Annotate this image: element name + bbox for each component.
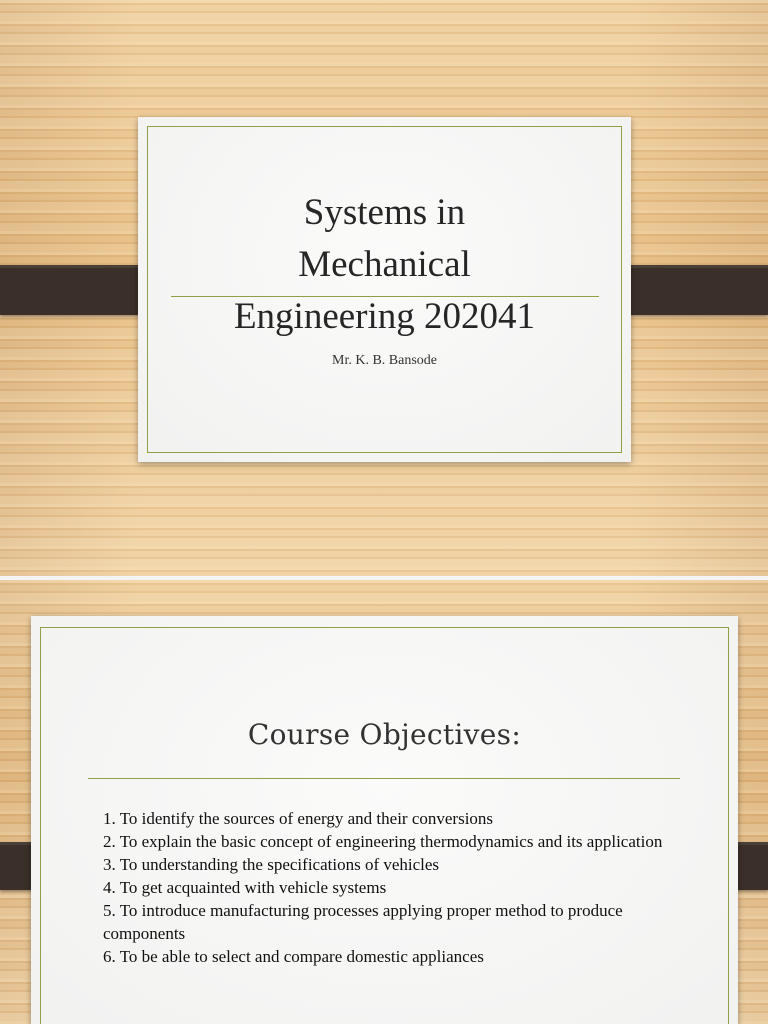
objective-item: 1. To identify the sources of energy and their conversions	[103, 809, 494, 828]
objective-item: 3. To understanding the specifications of vehicles	[103, 855, 440, 874]
presentation-title	[138, 187, 631, 343]
title-line: Engineering 202041	[233, 296, 536, 337]
objectives-heading: Course Objectives:	[247, 718, 522, 751]
objective-item: 6. To be able to select and compare domestic appliances	[103, 947, 484, 966]
objective-item: 2. To explain the basic concept of engineering thermodynamics and its application	[103, 832, 663, 851]
objective-item: 5. To introduce manufacturing processes applying proper method to produce components	[103, 901, 623, 943]
objective-item: 4. To get acquainted with vehicle systems	[103, 878, 387, 897]
left-strap	[0, 265, 155, 315]
title-line: Systems in	[303, 192, 466, 233]
title-line: Mechanical	[298, 244, 471, 285]
heading-divider	[88, 778, 680, 779]
objectives-slide-card	[31, 616, 738, 1024]
right-strap	[613, 265, 768, 315]
title-slide-card	[138, 117, 631, 462]
author-name: Mr. K. B. Bansode	[332, 353, 437, 368]
objectives-list	[103, 807, 663, 968]
